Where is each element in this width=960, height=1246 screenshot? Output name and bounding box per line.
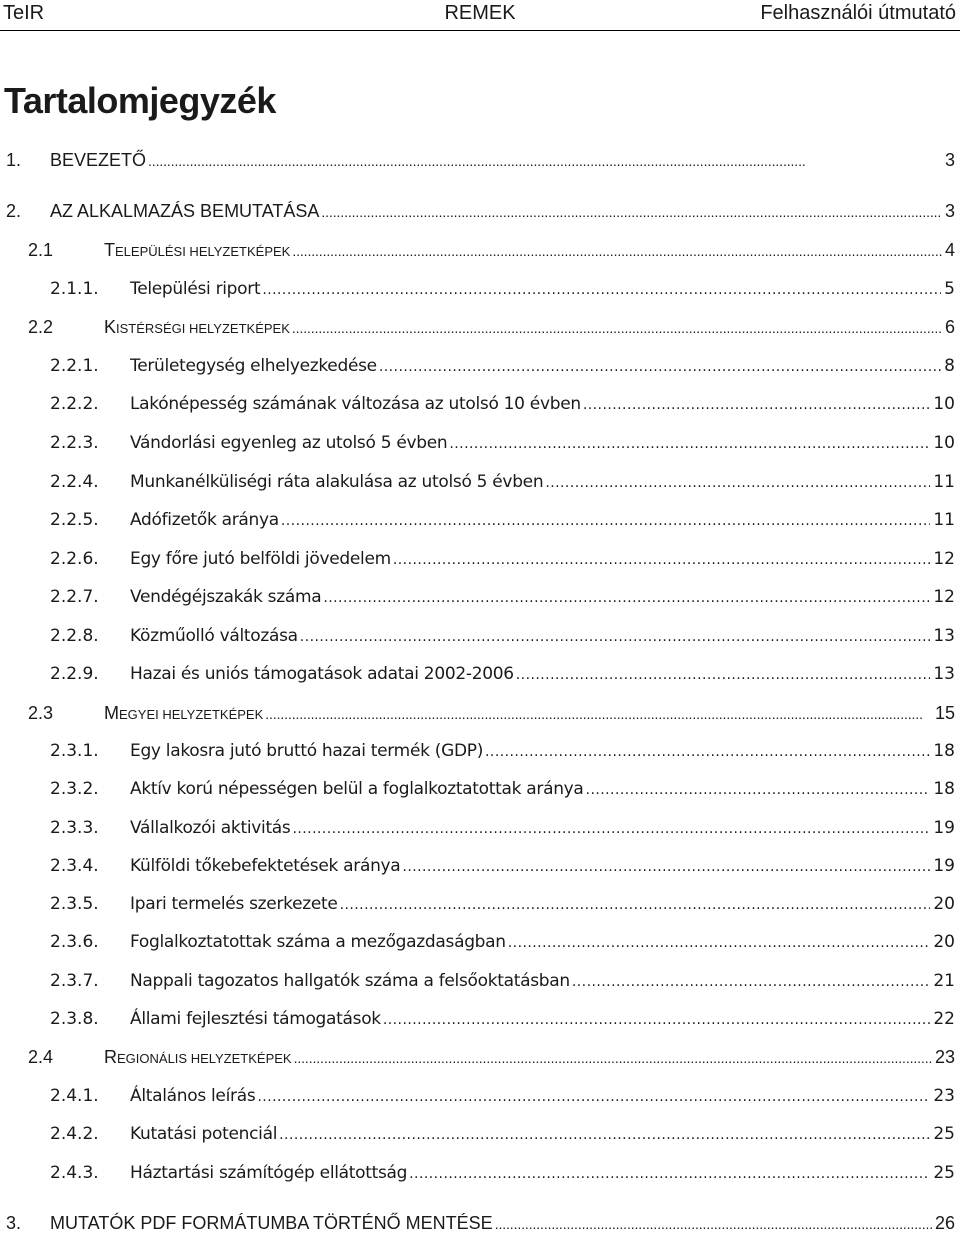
- toc-dot-leader: [485, 737, 930, 767]
- toc-entry-number: 2.3.8.: [50, 1009, 99, 1029]
- toc-entry-page-number[interactable]: 3: [944, 150, 955, 170]
- toc-entry-line[interactable]: [104, 235, 955, 267]
- toc-entry-line[interactable]: [104, 312, 955, 344]
- toc-dot-leader: [586, 775, 931, 805]
- toc-entry-label-rest: EGYEI HELYZETKÉPEK: [119, 707, 264, 722]
- header-center-text: REMEK: [444, 2, 516, 24]
- toc-entry-line[interactable]: [130, 1158, 955, 1189]
- toc-entry-page-number[interactable]: 3: [944, 201, 955, 221]
- toc-entry-label[interactable]: BEVEZETŐ: [50, 150, 147, 170]
- toc-entry[interactable]: [0, 145, 960, 175]
- toc-entry-page-number[interactable]: 20: [933, 932, 955, 952]
- toc-entry[interactable]: [0, 1004, 960, 1034]
- toc-entry-label-initial: M: [104, 703, 119, 723]
- toc-title: Tartalomjegyzék: [4, 80, 276, 121]
- toc-dot-leader: [148, 146, 942, 176]
- toc-entry-label[interactable]: Települési riport: [130, 279, 261, 299]
- toc-entry[interactable]: [0, 927, 960, 957]
- toc-dot-leader: [257, 1082, 930, 1112]
- toc-entry-line[interactable]: [130, 505, 955, 536]
- toc-entry[interactable]: [0, 1042, 960, 1072]
- toc-entry-label[interactable]: Közműolló változása: [130, 626, 298, 646]
- toc-entry-number: 2.3: [28, 703, 54, 723]
- toc-entry-page-number[interactable]: 18: [933, 779, 955, 799]
- toc-entry-line[interactable]: [50, 1208, 955, 1239]
- toc-entry-line[interactable]: [130, 467, 955, 498]
- toc-entry-number: 2.3.6.: [50, 932, 99, 952]
- toc-entry-number: 2.1: [28, 240, 54, 260]
- toc-dot-leader: [281, 506, 930, 536]
- header-left-text: TeIR: [3, 2, 45, 24]
- toc-entry-line[interactable]: [130, 889, 955, 920]
- toc-dot-leader: [409, 1159, 930, 1189]
- toc-dot-leader: [321, 197, 942, 227]
- toc-entry-page-number[interactable]: 6: [944, 317, 955, 337]
- toc-entry-page-number[interactable]: 12: [933, 587, 955, 607]
- toc-entry-number: 2.4.3.: [50, 1163, 99, 1183]
- toc-dot-leader: [323, 583, 930, 613]
- toc-entry-label[interactable]: Lakónépesség számának változása az utolsó 10 évben: [130, 394, 581, 414]
- toc-entry[interactable]: [0, 428, 960, 458]
- toc-entry-number: 2.2: [28, 317, 54, 337]
- toc-dot-leader: [402, 852, 930, 882]
- toc-dot-leader: [516, 660, 931, 690]
- toc-entry-label[interactable]: Aktív korú népességen belül a foglalkoztatottak aránya: [130, 779, 584, 799]
- toc-entry-label[interactable]: [104, 235, 292, 267]
- toc-entry-number: 2.3.7.: [50, 971, 99, 991]
- header-right-text: Felhasználói útmutató: [760, 2, 956, 24]
- toc-entry-label[interactable]: Területegység elhelyezkedése: [130, 356, 377, 376]
- page-header: [0, 0, 960, 30]
- toc-entry-label[interactable]: Egy lakosra jutó bruttó hazai termék (GDP): [130, 741, 484, 761]
- toc-entry-number: 1.: [6, 150, 22, 170]
- toc-entry-number: 2.3.4.: [50, 856, 99, 876]
- toc-entry[interactable]: [0, 235, 960, 265]
- toc-entry-line[interactable]: [130, 274, 955, 305]
- toc-entry-line[interactable]: [130, 1081, 955, 1112]
- toc-entry-page-number[interactable]: 23: [934, 1047, 955, 1067]
- toc-dot-leader: [508, 928, 931, 958]
- toc-dot-leader: [583, 390, 931, 420]
- toc-entry-number: 2.2.7.: [50, 587, 99, 607]
- toc-entry-page-number[interactable]: 26: [934, 1213, 955, 1233]
- toc-entry[interactable]: [0, 1208, 960, 1238]
- toc-entry-number: 2.4.1.: [50, 1086, 99, 1106]
- toc-entry-page-number[interactable]: 25: [933, 1163, 955, 1183]
- toc-entry-label-initial: T: [104, 240, 115, 260]
- toc-entry-line[interactable]: [130, 544, 955, 575]
- toc-entry-label[interactable]: Általános leírás: [130, 1086, 256, 1106]
- toc-entry-number: 2.1.1.: [50, 279, 99, 299]
- toc-dot-leader: [294, 1043, 932, 1073]
- toc-entry-page-number[interactable]: 20: [933, 894, 955, 914]
- toc-entry-page-number[interactable]: 15: [934, 703, 955, 723]
- toc-entry[interactable]: [0, 966, 960, 996]
- toc-entry-label[interactable]: Vándorlási egyenleg az utolsó 5 évben: [130, 433, 448, 453]
- toc-entry-page-number[interactable]: 22: [933, 1009, 955, 1029]
- toc-entry-label-initial: R: [104, 1047, 117, 1067]
- toc-entry-page-number[interactable]: 19: [933, 856, 955, 876]
- toc-entry-label[interactable]: Foglalkoztatottak száma a mezőgazdaságban: [130, 932, 506, 952]
- toc-entry-number: 2.3.1.: [50, 741, 99, 761]
- toc-entry[interactable]: [0, 544, 960, 574]
- toc-entry-number: 2.3.2.: [50, 779, 99, 799]
- toc-entry-label[interactable]: Háztartási számítógép ellátottság: [130, 1163, 408, 1183]
- toc-entry-page-number[interactable]: 11: [933, 472, 955, 492]
- toc-entry-line[interactable]: [130, 621, 955, 652]
- toc-entry-page-number[interactable]: 8: [944, 356, 955, 376]
- toc-entry-number: 2.4.2.: [50, 1124, 99, 1144]
- toc-entry-number: 2.: [6, 201, 22, 221]
- toc-entry-line[interactable]: [130, 774, 955, 805]
- toc-entry[interactable]: [0, 889, 960, 919]
- toc-dot-leader: [265, 699, 932, 729]
- toc-entry[interactable]: [0, 505, 960, 535]
- toc-entry-page-number[interactable]: 10: [933, 433, 955, 453]
- toc-entry-number: 2.3.5.: [50, 894, 99, 914]
- toc-dot-leader: [495, 1209, 932, 1239]
- toc-entry[interactable]: [0, 351, 960, 381]
- toc-dot-leader: [292, 313, 942, 343]
- toc-entry[interactable]: [0, 389, 960, 419]
- toc-entry-label[interactable]: Kutatási potenciál: [130, 1124, 278, 1144]
- toc-entry-number: 2.2.4.: [50, 472, 99, 492]
- toc-entry-line[interactable]: [104, 1042, 955, 1074]
- toc-entry-line[interactable]: [130, 659, 955, 690]
- toc-dot-leader: [379, 352, 941, 382]
- toc-entry[interactable]: [0, 774, 960, 804]
- toc-entry-label-rest: ELEPÜLÉSI HELYZETKÉPEK: [115, 244, 291, 259]
- toc-entry[interactable]: [0, 736, 960, 766]
- toc-dot-leader: [262, 275, 941, 305]
- toc-entry-page-number[interactable]: 5: [944, 279, 955, 299]
- toc-entry-label[interactable]: Külföldi tőkebefektetések aránya: [130, 856, 401, 876]
- toc-entry-page-number[interactable]: 12: [933, 549, 955, 569]
- toc-entry-label[interactable]: [104, 1042, 294, 1074]
- toc-entry-line[interactable]: [130, 428, 955, 459]
- toc-entry-page-number[interactable]: 21: [933, 971, 955, 991]
- toc-entry-page-number[interactable]: 10: [933, 394, 955, 414]
- toc-entry-line[interactable]: [130, 1119, 955, 1150]
- toc-entry-label[interactable]: Munkanélküliségi ráta alakulása az utolsó 5 évben: [130, 472, 544, 492]
- toc-entry[interactable]: [0, 1119, 960, 1149]
- toc-entry-page-number[interactable]: 19: [933, 818, 955, 838]
- toc-dot-leader: [393, 545, 930, 575]
- toc-entry-line[interactable]: [130, 736, 955, 767]
- toc-entry-page-number[interactable]: 4: [944, 240, 955, 260]
- toc-entry[interactable]: [0, 813, 960, 843]
- toc-entry-label[interactable]: Adófizetők aránya: [130, 510, 279, 530]
- toc-entry[interactable]: [0, 659, 960, 689]
- toc-entry-number: 2.2.6.: [50, 549, 99, 569]
- toc-dot-leader: [279, 1120, 930, 1150]
- toc-entry-label[interactable]: AZ ALKALMAZÁS BEMUTATÁSA: [50, 201, 320, 221]
- toc-entry-label[interactable]: Egy főre jutó belföldi jövedelem: [130, 549, 391, 569]
- toc-entry[interactable]: [0, 274, 960, 304]
- toc-entry-page-number[interactable]: 13: [933, 664, 955, 684]
- toc-entry-page-number[interactable]: 25: [933, 1124, 955, 1144]
- toc-entry-number: 2.2.9.: [50, 664, 99, 684]
- toc-entry-page-number[interactable]: 13: [933, 626, 955, 646]
- toc-dot-leader: [383, 1005, 931, 1035]
- toc-entry-page-number[interactable]: 18: [933, 741, 955, 761]
- toc-dot-leader: [300, 622, 931, 652]
- toc-entry-number: 3.: [6, 1213, 22, 1233]
- toc-entry-label[interactable]: Ipari termelés szerkezete: [130, 894, 338, 914]
- toc-entry-number: 2.2.8.: [50, 626, 99, 646]
- toc-dot-leader: [292, 814, 930, 844]
- toc-entry-page-number[interactable]: 23: [933, 1086, 955, 1106]
- toc-entry-label[interactable]: Nappali tagozatos hallgatók száma a felsőoktatásban: [130, 971, 570, 991]
- toc-entry[interactable]: [0, 467, 960, 497]
- toc-entry-line[interactable]: [130, 851, 955, 882]
- toc-entry[interactable]: [0, 196, 960, 226]
- toc-dot-leader: [292, 236, 942, 266]
- toc-entry-line[interactable]: [130, 813, 955, 844]
- toc-entry-number: 2.3.3.: [50, 818, 99, 838]
- toc-entry-line[interactable]: [130, 927, 955, 958]
- toc-entry[interactable]: [0, 582, 960, 612]
- header-divider: [0, 30, 960, 31]
- toc-entry-label[interactable]: [104, 698, 265, 730]
- toc-entry-line[interactable]: [130, 1004, 955, 1035]
- toc-entry-label[interactable]: Állami fejlesztési támogatások: [130, 1009, 381, 1029]
- toc-entry-label-rest: ISTÉRSÉGI HELYZETKÉPEK: [116, 321, 290, 336]
- toc-entry-label[interactable]: Hazai és uniós támogatások adatai 2002-2006: [130, 664, 514, 684]
- toc-entry[interactable]: [0, 698, 960, 728]
- toc-entry-line[interactable]: [104, 698, 955, 730]
- toc-entry-number: 2.2.5.: [50, 510, 99, 530]
- toc-entry[interactable]: [0, 1081, 960, 1111]
- toc-entry-label-rest: EGIONÁLIS HELYZETKÉPEK: [117, 1051, 292, 1066]
- toc-entry-line[interactable]: [130, 582, 955, 613]
- toc-dot-leader: [340, 890, 931, 920]
- toc-entry-label-initial: K: [104, 317, 117, 337]
- toc-dot-leader: [572, 967, 930, 997]
- toc-entry-number: 2.4: [28, 1047, 54, 1067]
- toc-entry-label[interactable]: Vállalkozói aktivitás: [130, 818, 291, 838]
- toc-entry[interactable]: [0, 621, 960, 651]
- toc-entry-label[interactable]: MUTATÓK PDF FORMÁTUMBA TÖRTÉNŐ MENTÉSE: [50, 1213, 493, 1233]
- toc-entry-label[interactable]: Vendégéjszakák száma: [130, 587, 322, 607]
- toc-entry-number: 2.2.1.: [50, 356, 99, 376]
- toc-entry-line[interactable]: [130, 966, 955, 997]
- toc-dot-leader: [449, 429, 930, 459]
- toc-entry-number: 2.2.2.: [50, 394, 99, 414]
- toc-entry-page-number[interactable]: 11: [933, 510, 955, 530]
- toc-entry-number: 2.2.3.: [50, 433, 99, 453]
- toc-dot-leader: [545, 468, 930, 498]
- toc-entry-line[interactable]: [50, 145, 955, 176]
- toc-entry-line[interactable]: [130, 351, 955, 382]
- toc-entry-line[interactable]: [130, 389, 955, 420]
- toc-entry[interactable]: [0, 312, 960, 342]
- toc-entry[interactable]: [0, 851, 960, 881]
- toc-entry[interactable]: [0, 1158, 960, 1188]
- toc-entry-line[interactable]: [50, 196, 955, 227]
- toc-entry-label[interactable]: [104, 312, 292, 344]
